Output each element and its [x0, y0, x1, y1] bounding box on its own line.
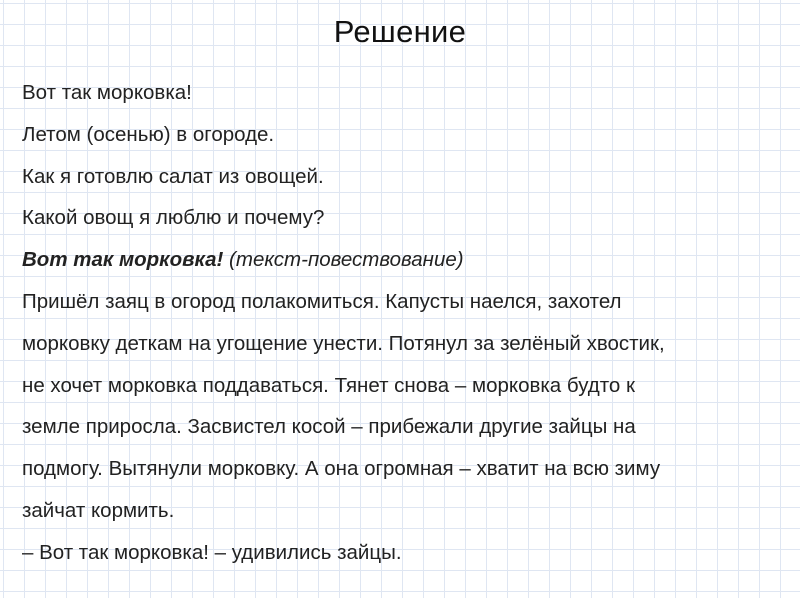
topic-line: Летом (осенью) в огороде. — [22, 122, 275, 146]
section-heading — [22, 239, 792, 281]
story-line: зайчат кормить. — [22, 498, 175, 522]
solution-content — [22, 72, 792, 574]
topic-line: Вот так морковка! — [22, 81, 192, 104]
story-line: не хочет морковка поддаваться. Тянет снова – морковка будто к — [22, 373, 635, 397]
story-line: – Вот так морковка! – удивились зайцы. — [22, 540, 402, 564]
section-heading-note: (текст-повествование) — [229, 248, 464, 272]
story-line: подмогу. Вытянули морковку. А она огромная – хватит на всю зиму — [22, 457, 661, 481]
section-heading-title: Вот так морковка! — [22, 248, 224, 272]
story-line: земле приросла. Засвистел косой – прибежали другие зайцы на — [22, 415, 636, 439]
topic-line: Какой овощ я люблю и почему? — [22, 206, 325, 230]
page-title: Решение — [333, 14, 467, 49]
topic-line: Как я готовлю салат из овощей. — [22, 164, 324, 188]
story-line: Пришёл заяц в огород полакомиться. Капусты наелся, захотел — [22, 289, 622, 313]
story-line: морковку деткам на угощение унести. Потянул за зелёный хвостик, — [22, 331, 665, 355]
